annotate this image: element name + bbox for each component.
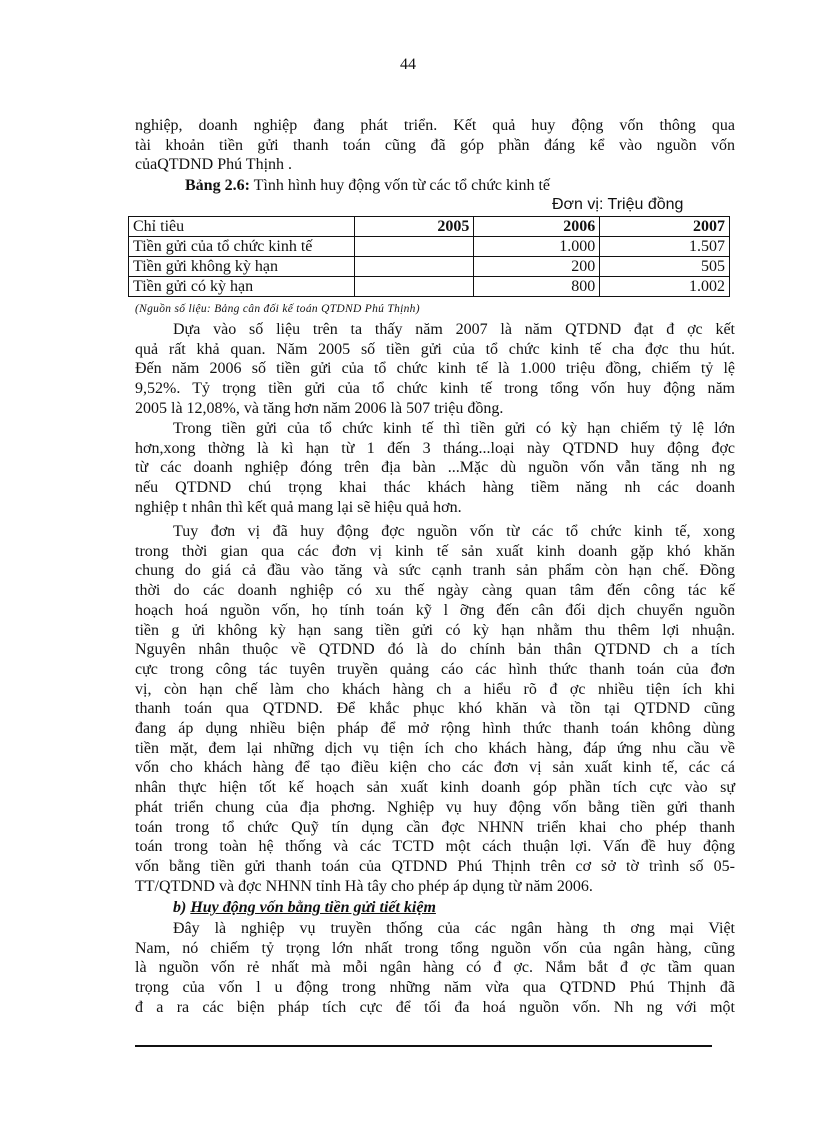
table-header-cell: 2006 — [474, 217, 600, 237]
text-line: hơn,xong thờng là kì hạn từ 1 đến 3 tháng...loại này QTDND huy động đợc — [135, 439, 735, 457]
text-line: đang áp dụng nhiều biện pháp để mở rộng hình thức thanh toán không dùng — [135, 720, 735, 738]
section-b-prefix: b) — [173, 899, 191, 916]
text-line: 2005 là 12,08%, và tăng hơn năm 2006 là 507 triệu đồng. — [135, 399, 504, 417]
text-line: chung do giá cả đầu vào tăng và sức cạnh tranh sản phẩm còn hạn chế. Đồng — [135, 562, 735, 580]
text-line: củaQTDND Phú Thịnh . — [135, 156, 293, 174]
table-cell: 800 — [474, 277, 600, 297]
table-cell: Tiền gửi không kỳ hạn — [129, 257, 355, 277]
text-line: nghiệp, doanh nghiệp đang phát triển. Kết quả huy động vốn thông qua — [135, 117, 735, 134]
text-line: hoạch hoá nguồn vốn, họ tính toán kỹ l ỡng đến cân đối dịch chuyển nguồn — [135, 601, 735, 619]
section-b-title: Huy động vốn bằng tiền gửi tiết kiệm — [190, 899, 436, 916]
table-caption — [185, 177, 550, 195]
text-line: quả rất khả quan. Năm 2005 số tiền gửi của tổ chức kinh tế cha đợc thu hút. — [135, 340, 735, 358]
table-cell: 200 — [474, 257, 600, 277]
body-paragraph-2 — [135, 419, 735, 518]
table-cell: 1.507 — [600, 237, 730, 257]
section-b-heading — [135, 898, 735, 918]
text-line: trọng của vốn l u động trong những năm vừa qua QTDND Phú Thịnh đã — [135, 979, 735, 997]
table-cell — [354, 257, 474, 277]
text-line: Nguyên nhân thuộc về QTDND đó là do chính bản thân QTDND ch a tích — [135, 641, 735, 659]
text-line: Nam, nó chiếm tỷ trọng lớn nhất trong tổng nguồn vốn của ngân hàng, cũng — [135, 939, 735, 957]
table-cell: 1.000 — [474, 237, 600, 257]
table-header-cell: 2007 — [600, 217, 730, 237]
table-cell: Tiền gửi của tổ chức kinh tế — [129, 237, 355, 257]
text-line: Đến năm 2006 số tiền gửi của tổ chức kinh tế là 1.000 triệu đồng, chiếm tỷ lệ — [135, 360, 735, 378]
table-header-cell: Chỉ tiêu — [129, 217, 355, 237]
unit-note: Đơn vị: Triệu đồng — [552, 196, 684, 213]
text-line: phát triển chung của địa phơng. Nghiệp vụ huy động vốn bằng tiền gửi thanh — [135, 798, 735, 816]
text-line: Đây là nghiệp vụ truyền thống của các ngân hàng th ơng mại Việt — [173, 920, 735, 937]
text-line: cực trong công tác tuyên truyền quảng cáo các hình thức thanh toán của đơn — [135, 660, 735, 678]
text-line: trong thời gian qua các đơn vị kinh tế sản xuất kinh doanh gặp khó khăn — [135, 542, 735, 560]
text-line: Tuy đơn vị đã huy động đợc nguồn vốn từ các tổ chức kinh tế, xong — [173, 523, 735, 540]
text-line: tiền g ửi không kỳ hạn sang tiền gửi có kỳ hạn nhằm thu thêm lợi nhuận. — [135, 621, 735, 639]
text-line: Trong tiền gửi của tổ chức kinh tế thì tiền gửi có kỳ hạn chiếm tỷ lệ lớn — [173, 420, 735, 437]
text-line: toán trong tổ chức Quỹ tín dụng cần đợc NHNN triển khai cho phép thanh — [135, 818, 735, 836]
text-line: nghiệp t nhân thì kết quả mang lại sẽ hiệu quả hơn. — [135, 498, 462, 516]
text-line: toán trong toàn hệ thống và các TCTD một cách thuận lợi. Vấn đề huy động — [135, 838, 735, 856]
table-cell: 505 — [600, 257, 730, 277]
table-caption-label: Bảng 2.6: — [185, 177, 250, 194]
page-number: 44 — [400, 56, 416, 73]
text-line: là nguồn vốn rẻ nhất mà mỗi ngân hàng có đ ợc. Nắm bắt đ ợc tầm quan — [135, 959, 735, 977]
text-line: nhân thực hiện tốt kế hoạch sản xuất kinh doanh góp phần tích cực vào sự — [135, 779, 735, 797]
text-line: 9,52%. Tỷ trọng tiền gửi của tổ chức kinh tế trong tổng vốn huy động năm — [135, 380, 735, 398]
table-cell — [354, 277, 474, 297]
text-line: tài khoản tiền gửi thanh toán cũng đã góp phần đáng kể vào nguồn vốn — [135, 136, 735, 154]
text-line: thanh toán qua QTDND. Để khắc phục khó khăn và tồn tại QTDND cũng — [135, 700, 735, 718]
text-line: vốn bằng tiền gửi thanh toán của QTDND Phú Thịnh trên cơ sở tờ trình số 05- — [135, 857, 735, 875]
table-row — [129, 257, 730, 277]
source-note: (Nguồn số liệu: Bảng cân đối kế toán QTDND Phú Thịnh) — [135, 303, 420, 315]
body-paragraph-1 — [135, 320, 735, 419]
table-row — [129, 277, 730, 297]
table-caption-text: Tình hình huy động vốn từ các tổ chức kinh tế — [249, 177, 551, 194]
table-header-cell: 2005 — [354, 217, 474, 237]
text-line: vị, còn hạn chế làm cho khách hàng ch a hiểu rõ đ ợc nhiều tiện ích khi — [135, 680, 735, 698]
table-cell: Tiền gửi có kỳ hạn — [129, 277, 355, 297]
body-paragraph-4 — [135, 919, 735, 1018]
text-line: vốn cho khách hàng để tạo điều kiện cho các đơn vị sản xuất kinh tế, các cá — [135, 759, 735, 777]
text-line: nếu QTDND chú trọng khai thác khách hàng tiềm năng nh các doanh — [135, 479, 735, 497]
table-cell: 1.002 — [600, 277, 730, 297]
table-row — [129, 237, 730, 257]
text-line: TT/QTDND và đợc NHNN tỉnh Hà tây cho phép áp dụng từ năm 2006. — [135, 877, 593, 895]
text-line: tiền mặt, đem lại những dịch vụ tiện ích cho khách hàng, đáp ứng nhu cầu về — [135, 739, 735, 757]
deposit-table — [128, 216, 730, 297]
text-line: thời do các doanh nghiệp có xu thế ngày càng quan tâm đến công tác kế — [135, 582, 735, 600]
text-line: đ a ra các biện pháp tích cực để tối đa hoá nguồn vốn. Nh ng với một — [135, 998, 735, 1016]
table-header-row — [129, 217, 730, 237]
text-line: từ các doanh nghiệp đóng trên địa bàn ...Mặc dù nguồn vốn vẫn tăng nh ng — [135, 459, 735, 477]
footer-rule — [135, 1045, 712, 1047]
text-line: Dựa vào số liệu trên ta thấy năm 2007 là năm QTDND đạt đ ợc kết — [173, 321, 735, 338]
intro-paragraph — [135, 116, 735, 175]
body-paragraph-3 — [135, 522, 735, 896]
table-cell — [354, 237, 474, 257]
